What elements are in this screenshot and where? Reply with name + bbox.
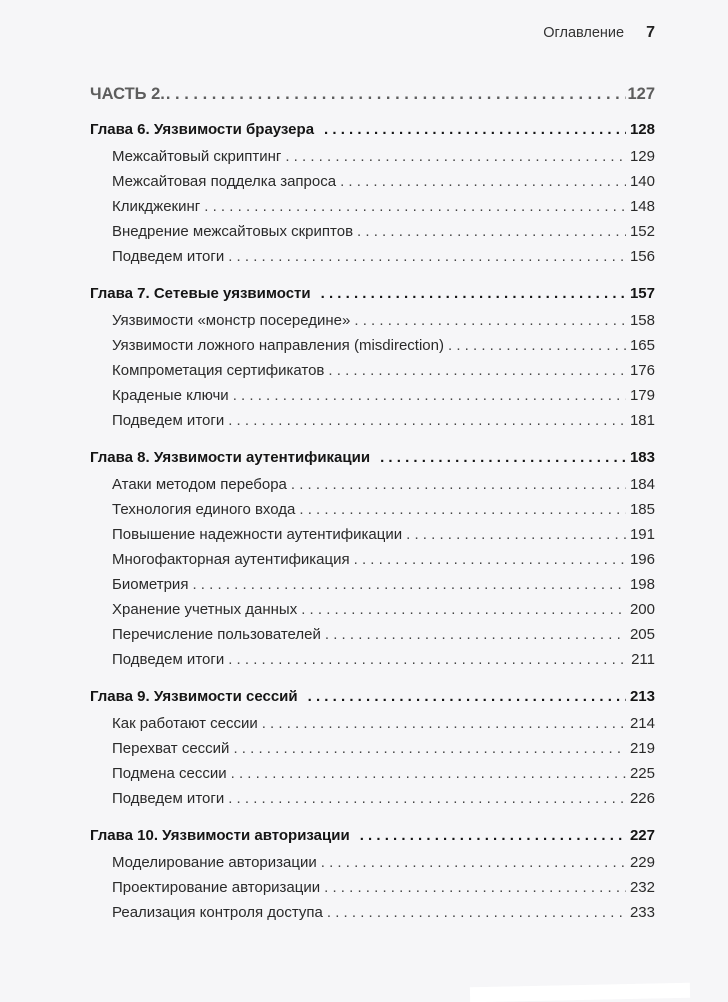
entry-title: Биометрия bbox=[112, 576, 189, 593]
toc-chapter-entry[interactable] bbox=[90, 822, 655, 850]
entry-page: 211 bbox=[631, 651, 655, 668]
entry-page: 196 bbox=[629, 551, 655, 568]
toc-section-entry[interactable] bbox=[90, 244, 655, 269]
toc-section-entry[interactable] bbox=[90, 333, 655, 358]
chapter-list bbox=[90, 116, 655, 925]
dot-leader bbox=[340, 169, 626, 194]
dot-leader bbox=[324, 116, 626, 144]
toc-section-entry[interactable] bbox=[90, 472, 655, 497]
entry-page: 129 bbox=[629, 148, 655, 165]
dot-leader bbox=[328, 358, 626, 383]
entry-page: 227 bbox=[629, 827, 655, 844]
entry-title: Уязвимости ложного направления (misdirection) bbox=[112, 337, 444, 354]
entry-page: 140 bbox=[629, 173, 655, 190]
dot-leader bbox=[299, 497, 626, 522]
chapter-group bbox=[90, 683, 655, 811]
entry-title: Моделирование авторизации bbox=[112, 854, 317, 871]
part-title: ЧАСТЬ 2. bbox=[90, 85, 165, 103]
running-head-title: Оглавление bbox=[543, 25, 625, 41]
toc-chapter-entry[interactable] bbox=[90, 683, 655, 711]
entry-page: 148 bbox=[629, 198, 655, 215]
entry-page: 198 bbox=[629, 576, 655, 593]
toc-part-entry[interactable] bbox=[90, 80, 655, 108]
toc-section-entry[interactable] bbox=[90, 408, 655, 433]
entry-page: 232 bbox=[629, 879, 655, 896]
entry-page: 152 bbox=[629, 223, 655, 240]
toc-section-entry[interactable] bbox=[90, 647, 655, 672]
toc-section-entry[interactable] bbox=[90, 622, 655, 647]
entry-title: Краденые ключи bbox=[112, 387, 229, 404]
toc-section-entry[interactable] bbox=[90, 597, 655, 622]
entry-page: 179 bbox=[629, 387, 655, 404]
entry-title: Перечисление пользователей bbox=[112, 626, 321, 643]
entry-title: Реализация контроля доступа bbox=[112, 904, 323, 921]
dot-leader bbox=[231, 761, 626, 786]
toc-section-entry[interactable] bbox=[90, 572, 655, 597]
entry-page: 185 bbox=[629, 501, 655, 518]
entry-page: 214 bbox=[629, 715, 655, 732]
entry-title: Подведем итоги bbox=[112, 790, 225, 807]
toc-section-entry[interactable] bbox=[90, 547, 655, 572]
dot-leader bbox=[406, 522, 626, 547]
toc-section-entry[interactable] bbox=[90, 736, 655, 761]
entry-page: 229 bbox=[629, 854, 655, 871]
entry-page: 181 bbox=[629, 412, 655, 429]
toc-chapter-entry[interactable] bbox=[90, 280, 655, 308]
entry-title: Технология единого входа bbox=[112, 501, 296, 518]
entry-title: Подведем итоги bbox=[112, 651, 225, 668]
entry-title: Глава 7. Сетевые уязвимости bbox=[90, 285, 311, 302]
entry-title: Глава 6. Уязвимости браузера bbox=[90, 121, 315, 138]
toc-section-entry[interactable] bbox=[90, 875, 655, 900]
toc-section-entry[interactable] bbox=[90, 761, 655, 786]
dot-leader bbox=[192, 572, 626, 597]
entry-page: 226 bbox=[629, 790, 655, 807]
toc-section-entry[interactable] bbox=[90, 900, 655, 925]
dot-leader bbox=[325, 622, 626, 647]
entry-title: Хранение учетных данных bbox=[112, 601, 298, 618]
entry-page: 128 bbox=[629, 121, 655, 138]
toc-section-entry[interactable] bbox=[90, 786, 655, 811]
dot-leader bbox=[291, 472, 626, 497]
entry-title: Глава 9. Уязвимости сессий bbox=[90, 688, 298, 705]
running-head bbox=[543, 24, 655, 42]
entry-title: Внедрение межсайтовых скриптов bbox=[112, 223, 354, 240]
toc-chapter-entry[interactable] bbox=[90, 444, 655, 472]
entry-page: 176 bbox=[629, 362, 655, 379]
entry-title: Перехват сессий bbox=[112, 740, 230, 757]
entry-page: 200 bbox=[629, 601, 655, 618]
entry-title: Кликджекинг bbox=[112, 198, 201, 215]
dot-leader bbox=[324, 875, 626, 900]
entry-page: 156 bbox=[629, 248, 655, 265]
toc-section-entry[interactable] bbox=[90, 308, 655, 333]
dot-leader bbox=[285, 144, 626, 169]
entry-title: Межсайтовая подделка запроса bbox=[112, 173, 337, 190]
dot-leader bbox=[301, 597, 626, 622]
dot-leader bbox=[166, 80, 627, 108]
entry-title: Подмена сессии bbox=[112, 765, 227, 782]
dot-leader bbox=[228, 408, 626, 433]
entry-title: Повышение надежности аутентификации bbox=[112, 526, 403, 543]
dot-leader bbox=[354, 308, 626, 333]
entry-title: Подведем итоги bbox=[112, 412, 225, 429]
toc-section-entry[interactable] bbox=[90, 194, 655, 219]
entry-title: Уязвимости «монстр посередине» bbox=[112, 312, 351, 329]
table-of-contents bbox=[90, 80, 655, 925]
part-page: 127 bbox=[627, 85, 655, 103]
entry-page: 205 bbox=[629, 626, 655, 643]
entry-page: 225 bbox=[629, 765, 655, 782]
entry-title: Атаки методом перебора bbox=[112, 476, 287, 493]
entry-page: 183 bbox=[629, 449, 655, 466]
dot-leader bbox=[228, 647, 627, 672]
entry-page: 165 bbox=[629, 337, 655, 354]
entry-title: Компрометация сертификатов bbox=[112, 362, 325, 379]
entry-page: 157 bbox=[629, 285, 655, 302]
dot-leader bbox=[327, 900, 626, 925]
page-edge-artifact bbox=[470, 983, 690, 1002]
toc-section-entry[interactable] bbox=[90, 169, 655, 194]
dot-leader bbox=[308, 683, 626, 711]
dot-leader bbox=[360, 822, 626, 850]
dot-leader bbox=[357, 219, 626, 244]
toc-section-entry[interactable] bbox=[90, 219, 655, 244]
dot-leader bbox=[354, 547, 626, 572]
toc-section-entry[interactable] bbox=[90, 383, 655, 408]
toc-section-entry[interactable] bbox=[90, 144, 655, 169]
entry-page: 233 bbox=[629, 904, 655, 921]
dot-leader bbox=[204, 194, 626, 219]
toc-section-entry[interactable] bbox=[90, 711, 655, 736]
toc-chapter-entry[interactable] bbox=[90, 116, 655, 144]
toc-section-entry[interactable] bbox=[90, 358, 655, 383]
dot-leader bbox=[228, 244, 626, 269]
chapter-group bbox=[90, 444, 655, 672]
entry-title: Глава 10. Уязвимости авторизации bbox=[90, 827, 350, 844]
entry-title: Подведем итоги bbox=[112, 248, 225, 265]
dot-leader bbox=[380, 444, 626, 472]
entry-page: 191 bbox=[629, 526, 655, 543]
chapter-group bbox=[90, 280, 655, 433]
entry-page: 213 bbox=[629, 688, 655, 705]
entry-title: Межсайтовый скриптинг bbox=[112, 148, 282, 165]
entry-title: Многофакторная аутентификация bbox=[112, 551, 350, 568]
dot-leader bbox=[321, 280, 626, 308]
entry-page: 158 bbox=[629, 312, 655, 329]
dot-leader bbox=[228, 786, 626, 811]
page-number: 7 bbox=[646, 24, 655, 41]
dot-leader bbox=[233, 383, 626, 408]
dot-leader bbox=[262, 711, 626, 736]
entry-page: 219 bbox=[629, 740, 655, 757]
toc-section-entry[interactable] bbox=[90, 850, 655, 875]
dot-leader bbox=[233, 736, 626, 761]
toc-section-entry[interactable] bbox=[90, 522, 655, 547]
dot-leader bbox=[448, 333, 626, 358]
chapter-group bbox=[90, 822, 655, 925]
entry-title: Проектирование авторизации bbox=[112, 879, 321, 896]
chapter-group bbox=[90, 116, 655, 269]
toc-section-entry[interactable] bbox=[90, 497, 655, 522]
entry-title: Как работают сессии bbox=[112, 715, 258, 732]
entry-page: 184 bbox=[629, 476, 655, 493]
entry-title: Глава 8. Уязвимости аутентификации bbox=[90, 449, 371, 466]
dot-leader bbox=[321, 850, 626, 875]
